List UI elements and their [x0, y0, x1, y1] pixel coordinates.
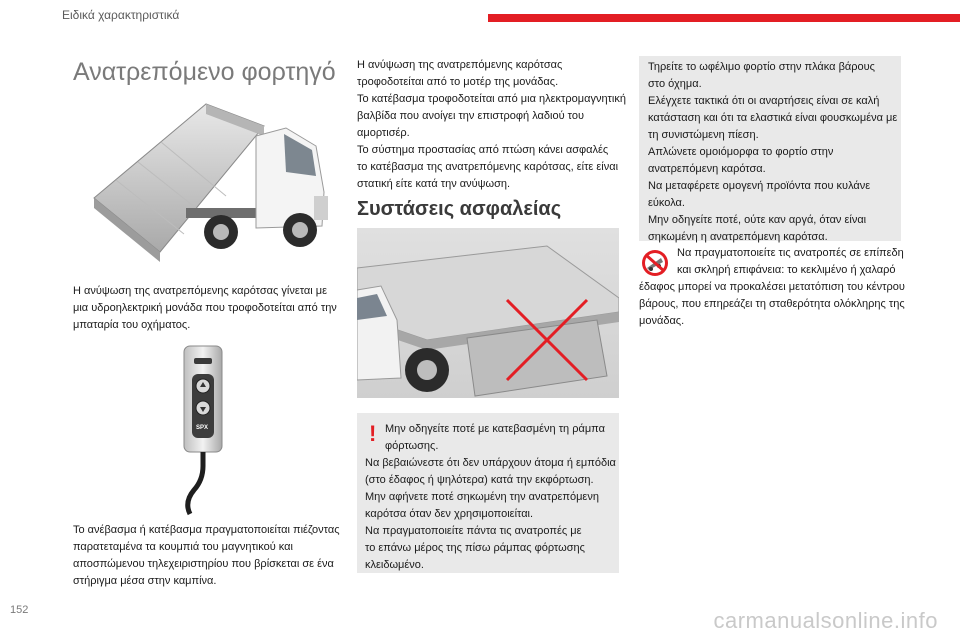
info-box	[639, 56, 901, 241]
text-line: Ελέγχετε τακτικά ότι οι αναρτήσεις είναι σε καλή	[648, 95, 880, 107]
text-line: μπαταρία του οχήματος.	[73, 319, 191, 331]
text-line: (στο έδαφος ή ψηλότερα) κατά την εκφόρτωση.	[365, 474, 594, 486]
text-line: και σκληρή επιφάνεια: το κεκλιμένο ή χαλαρό	[677, 264, 896, 276]
watermark: carmanualsonline.info	[713, 608, 938, 633]
section-title: Ανατρεπόμενο φορτηγό	[73, 58, 336, 86]
text-line: μονάδας.	[639, 315, 685, 327]
text-line: παρατεταμένα τα κουμπιά του μαγνητικού και	[73, 541, 293, 553]
text-line: ανατρεπόμενη καρότσα.	[648, 163, 766, 175]
text-line: Να μεταφέρετε ομογενή προϊόντα που κυλάνε	[648, 180, 871, 192]
text-line: Το σύστημα προστασίας από πτώση κάνει ασφαλές	[357, 144, 609, 156]
text-line: στατική είτε κατά την ανύψωση.	[357, 178, 511, 190]
warning-box	[357, 413, 619, 573]
text-line: Να βεβαιώνεστε ότι δεν υπάρχουν άτομα ή εμπόδια	[365, 457, 616, 469]
text-line: το κατέβασμα της ανατρεπόμενης καρότσας, είτε είναι	[357, 161, 619, 173]
text-line: Απλώνετε ομοιόμορφα το φορτίο στην	[648, 146, 834, 158]
text-line: μια υδροηλεκτρική μονάδα που τροφοδοτείται από την	[73, 302, 337, 314]
text-line: Η ανύψωση της ανατρεπόμενης καρότσας γίνεται με	[73, 285, 328, 297]
tipper-truck-illustration	[86, 96, 336, 266]
text-line: Μην οδηγείτε ποτέ, ούτε καν αργά, όταν είναι	[648, 214, 867, 226]
text-line: εύκολα.	[648, 197, 685, 209]
text-line: σηκωμένη η ανατρεπόμενη καρότσα.	[648, 231, 828, 243]
col1-paragraph-1	[73, 283, 337, 334]
text-line: βάρους, που επηρεάζει τη σταθερότητα ολόκληρης της	[639, 298, 905, 310]
text-line: Η ανύψωση της ανατρεπόμενης καρότσας	[357, 59, 563, 71]
header-title: Ειδικά χαρακτηριστικά	[62, 8, 180, 22]
remote-brand-label: SPX	[196, 425, 209, 431]
col2-paragraph-1	[357, 57, 626, 193]
text-line: Να πραγματοποιείτε πάντα τις ανατροπές με	[365, 525, 582, 537]
text-line: καρότσα όταν δεν χρησιμοποιείται.	[365, 508, 534, 520]
text-line: Τηρείτε το ωφέλιμο φορτίο στην πλάκα βάρους	[648, 61, 875, 73]
lowered-ramp-illustration	[357, 228, 619, 398]
text-line: τροφοδοτείται από το μοτέρ της μονάδας.	[357, 76, 559, 88]
text-line: Να πραγματοποιείτε τις ανατροπές σε επίπεδη	[677, 247, 904, 259]
text-line: κατάσταση και ότι τα ελαστικά είναι φουσκωμένα με	[648, 112, 898, 124]
text-line: Μην αφήνετε ποτέ σηκωμένη την ανατρεπόμενη	[365, 491, 599, 503]
text-line: έδαφος μπορεί να προκαλέσει μετατόπιση του κέντρου	[639, 281, 905, 293]
text-line: το επάνω μέρος της πίσω ράμπας φόρτωσης	[365, 542, 585, 554]
text-line: τη συνιστώμενη πίεση.	[648, 129, 759, 141]
text-line: κλειδωμένο.	[365, 559, 424, 571]
exclamation-icon: !	[369, 421, 377, 446]
text-line: στο όχημα.	[648, 78, 702, 90]
text-line: φόρτωσης.	[385, 440, 439, 452]
text-line: αποσπώμενου τηλεχειριστηρίου που βρίσκεται σε ένα	[73, 558, 334, 570]
text-line: στήριγμα μέσα στην καμπίνα.	[73, 575, 217, 587]
page-number: 152	[10, 604, 29, 616]
safety-heading: Συστάσεις ασφαλείας	[357, 198, 562, 220]
header-accent-bar	[488, 14, 960, 22]
text-line: Το κατέβασμα τροφοδοτείται από μια ηλεκτρομαγνητική	[357, 93, 626, 105]
text-line: βαλβίδα που ανοίγει την επιστροφή λαδιού του	[357, 110, 584, 122]
text-line: αμορτισέρ.	[357, 127, 410, 139]
text-line: Μην οδηγείτε ποτέ με κατεβασμένη τη ράμπα	[385, 423, 605, 435]
col1-paragraph-2	[73, 522, 340, 590]
remote-control-illustration	[170, 340, 230, 518]
note-text	[639, 245, 909, 330]
text-line: Το ανέβασμα ή κατέβασμα πραγματοποιείται πιέζοντας	[73, 524, 340, 536]
